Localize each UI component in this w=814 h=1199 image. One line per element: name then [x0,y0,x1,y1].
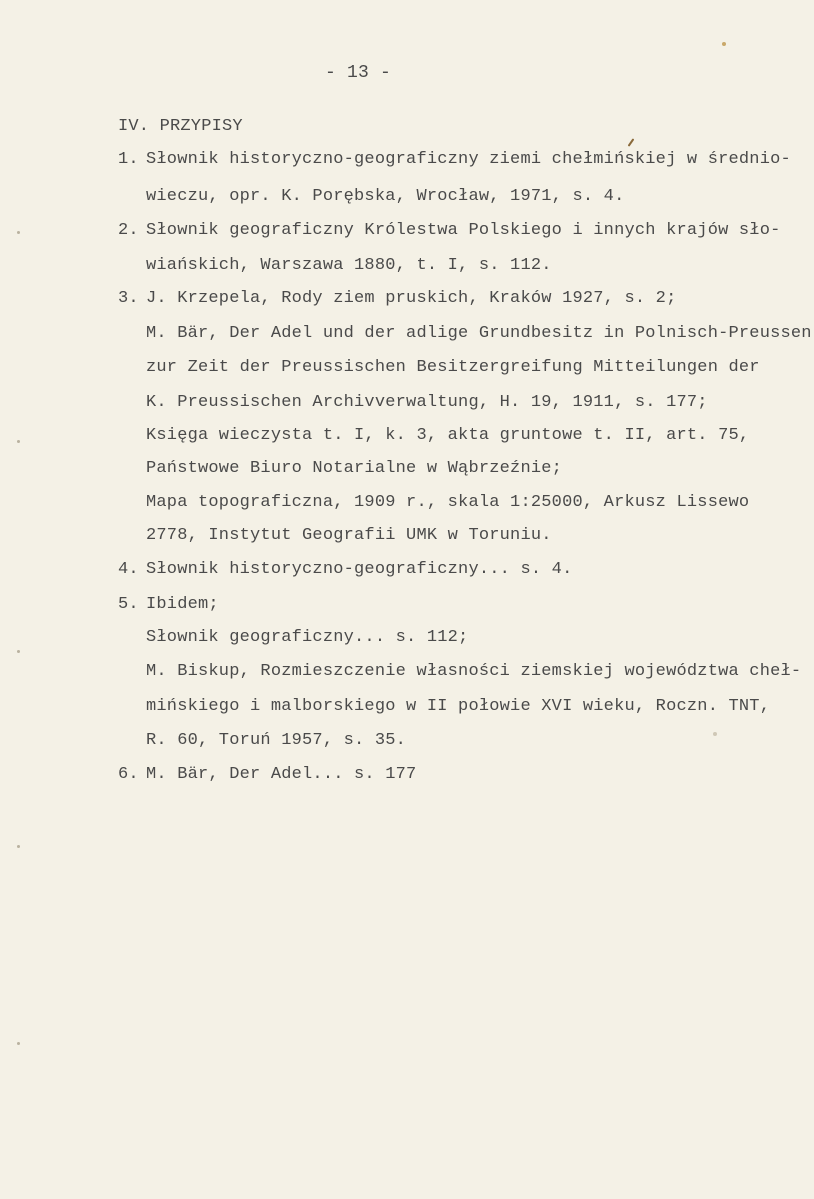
note-line: M. Bär, Der Adel... s. 177 [146,765,417,784]
note-line: wiańskich, Warszawa 1880, t. I, s. 112. [146,256,552,275]
paper-speck [17,440,20,443]
note-line: 2778, Instytut Geografii UMK w Toruniu. [146,526,552,545]
note-line: J. Krzepela, Rody ziem pruskich, Kraków 1927, s. 2; [146,289,677,308]
note-line: zur Zeit der Preussischen Besitzergreifung Mitteilungen der [146,358,760,377]
note-line: Słownik geograficzny Królestwa Polskiego i innych krajów sło- [146,221,781,240]
section-heading: IV. PRZYPISY [118,117,243,136]
note-line: R. 60, Toruń 1957, s. 35. [146,731,407,750]
note-line: Słownik historyczno-geograficzny ziemi chełmińskiej w średnio- [146,150,791,169]
page-number: - 13 - [325,63,392,83]
note-line: Księga wieczysta t. I, k. 3, akta gruntowe t. II, art. 75, [146,426,750,445]
paper-speck [17,650,20,653]
note-number: 5. [118,595,139,614]
note-number: 2. [118,221,139,240]
note-line: Ibidem; [146,595,219,614]
pen-mark [628,138,635,147]
note-line: Mapa topograficzna, 1909 r., skala 1:25000, Arkusz Lissewo [146,493,750,512]
note-number: 1. [118,150,139,169]
note-line: wieczu, opr. K. Porębska, Wrocław, 1971, s. 4. [146,187,625,206]
note-line: M. Biskup, Rozmieszczenie własności ziemskiej województwa cheł- [146,662,802,681]
note-line: mińskiego i malborskiego w II połowie XVI wieku, Roczn. TNT, [146,697,771,716]
paper-speck [17,231,20,234]
paper-speck [17,845,20,848]
paper-speck [17,1042,20,1045]
note-number: 4. [118,560,139,579]
note-line: Słownik geograficzny... s. 112; [146,628,469,647]
note-number: 3. [118,289,139,308]
note-line: Słownik historyczno-geograficzny... s. 4. [146,560,573,579]
note-number: 6. [118,765,139,784]
paper-speck [713,732,717,736]
paper-speck [722,42,726,46]
note-line: K. Preussischen Archivverwaltung, H. 19, 1911, s. 177; [146,393,708,412]
note-line: Państwowe Biuro Notarialne w Wąbrzeźnie; [146,459,563,478]
note-line: M. Bär, Der Adel und der adlige Grundbesitz in Polnisch-Preussen [146,324,812,343]
